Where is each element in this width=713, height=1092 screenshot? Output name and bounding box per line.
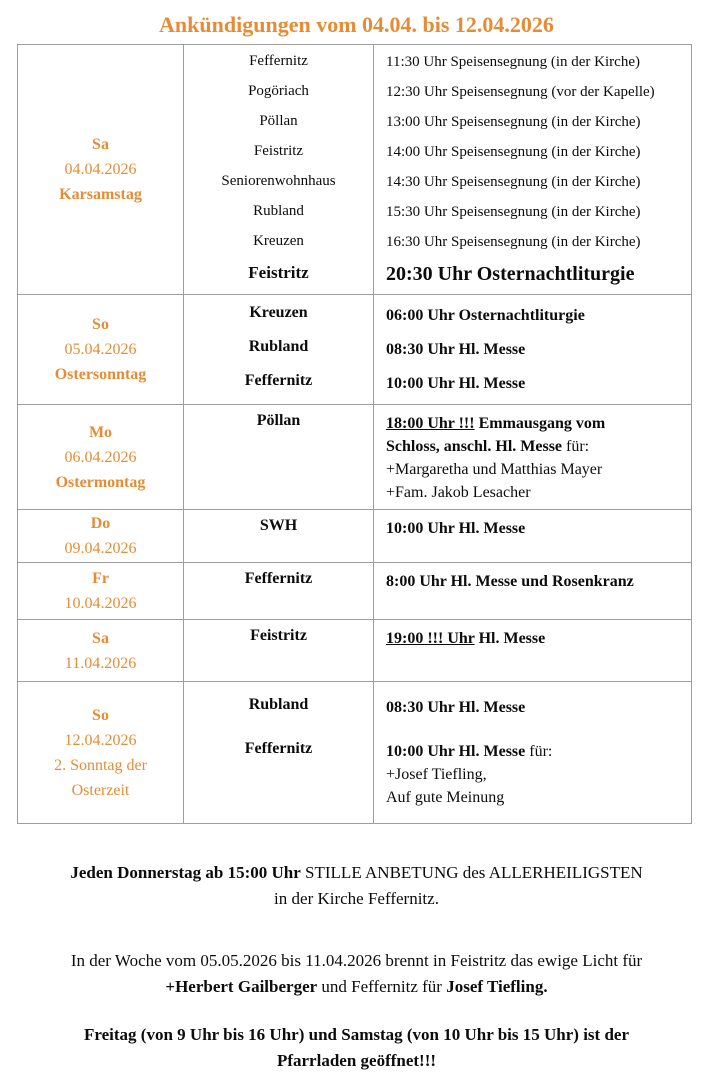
table-row [18, 404, 691, 509]
text-segment: für: [562, 438, 590, 455]
description-cell [373, 233, 691, 252]
location-cell [184, 83, 373, 100]
schedule-entry [184, 517, 691, 540]
text-segment: 10:00 Uhr Hl. Messe [386, 520, 526, 537]
text-segment: Karsamstag [59, 186, 142, 203]
description-line [386, 263, 687, 286]
row-entries [184, 563, 691, 619]
text-segment: 11.04.2026 [64, 654, 137, 672]
text-segment: 2. Sonntag der [54, 756, 147, 774]
text-segment: Feistritz [250, 627, 307, 644]
text-segment: 10:00 Uhr Hl. Messe [386, 743, 526, 761]
text-segment: Osterzeit [71, 781, 130, 799]
text-segment: Do [90, 515, 111, 532]
text-segment: +Fam. Jakob Lesacher [386, 484, 531, 501]
announcements-table [17, 44, 692, 824]
text-segment: Feistritz [248, 262, 309, 282]
date-line [54, 753, 147, 778]
location-cell [184, 627, 373, 645]
text-segment: Feffernitz [244, 570, 313, 587]
footer [0, 860, 713, 1074]
description-line [386, 233, 687, 252]
text-segment: Feffernitz [244, 372, 313, 390]
text-segment: für: [525, 743, 553, 761]
text-segment: Pfarrladen geöffnet!!! [276, 1051, 437, 1070]
description-line [386, 412, 687, 435]
text-segment: 06.04.2026 [64, 448, 137, 466]
description-cell [373, 517, 691, 540]
description-cell [373, 263, 691, 286]
date-cell [18, 405, 184, 509]
text-segment: Fr [92, 570, 109, 587]
date-line [65, 651, 136, 676]
text-segment: Hl. Messe [474, 630, 546, 647]
text-segment: Rubland [248, 695, 309, 713]
text-segment: Sa [92, 629, 109, 647]
description-line [386, 338, 687, 361]
date-line [56, 470, 146, 495]
text-line [8, 1022, 705, 1048]
text-segment: Josef Tiefling. [446, 977, 548, 996]
text-segment: Feffernitz [244, 740, 313, 758]
description-line [386, 696, 687, 719]
description-line [386, 113, 687, 132]
location-cell [184, 412, 373, 430]
description-cell [373, 627, 691, 650]
text-segment: 20:30 Uhr Osternachtliturgie [386, 262, 635, 285]
description-cell [373, 696, 691, 719]
description-cell [373, 113, 691, 132]
schedule-entry [184, 263, 691, 286]
text-line [8, 974, 705, 1000]
date-line [92, 132, 109, 157]
text-segment: So [92, 316, 109, 333]
date-cell [18, 295, 184, 404]
location-cell [184, 113, 373, 130]
text-segment: 18:00 Uhr !!! [386, 415, 475, 432]
date-line [65, 591, 137, 616]
table-row [18, 562, 691, 619]
row-entries [184, 510, 691, 562]
schedule-entry [184, 412, 691, 504]
text-segment: 10.04.2026 [64, 595, 137, 612]
text-segment: Emmausgang vom [474, 415, 606, 432]
location-cell [184, 263, 373, 283]
schedule-entry [184, 372, 691, 395]
text-segment: SWH [259, 517, 298, 534]
text-segment: 11:30 Uhr Speisensegnung (in der Kirche) [386, 54, 640, 71]
date-line [65, 337, 137, 362]
text-segment: So [92, 706, 109, 724]
schedule-entry [184, 740, 691, 809]
footer-paragraph-adoration [8, 860, 705, 912]
description-cell [373, 570, 691, 593]
date-line [92, 566, 109, 591]
text-segment: Feffernitz [249, 53, 308, 70]
description-line [386, 786, 687, 809]
schedule-entry [184, 233, 691, 252]
text-segment: Rubland [248, 337, 309, 355]
row-entries [184, 295, 691, 404]
location-cell [184, 173, 373, 190]
schedule-entry [184, 338, 691, 361]
text-segment: in der Kirche Feffernitz. [274, 889, 439, 908]
schedule-entry [184, 627, 691, 650]
text-segment: Ostersonntag [54, 366, 147, 383]
text-segment: 08:30 Uhr Hl. Messe [386, 340, 526, 358]
date-line [65, 728, 137, 753]
schedule-entry [184, 143, 691, 162]
text-segment: Seniorenwohnhaus [221, 172, 336, 189]
row-entries [184, 45, 691, 294]
text-line [8, 1048, 705, 1074]
description-cell [373, 203, 691, 222]
text-segment: 06:00 Uhr Osternachtliturgie [386, 306, 585, 324]
location-cell [184, 338, 373, 356]
date-line [65, 445, 137, 470]
location-cell [184, 304, 373, 322]
date-cell [18, 682, 184, 823]
date-line [72, 778, 130, 803]
location-cell [184, 233, 373, 250]
text-segment: 14:30 Uhr Speisensegnung (in der Kirche) [386, 173, 641, 190]
description-line [386, 83, 687, 102]
date-line [92, 626, 109, 651]
table-row [18, 619, 691, 681]
text-segment: Freitag (von 9 Uhr bis 16 Uhr) und Samstag (von 10 Uhr bis 15 Uhr) ist der [84, 1025, 629, 1044]
location-cell [184, 517, 373, 535]
text-segment: Rubland [253, 202, 304, 219]
text-segment: Feistritz [253, 143, 304, 160]
date-cell [18, 510, 184, 562]
description-line [386, 627, 687, 650]
schedule-entry [184, 304, 691, 327]
page-title: Ankündigungen vom 04.04. bis 12.04.2026 [159, 12, 554, 37]
text-segment: Kreuzen [249, 303, 308, 321]
schedule-entry [184, 83, 691, 102]
text-segment: 14:00 Uhr Speisensegnung (in der Kirche) [386, 144, 641, 161]
date-line [92, 703, 109, 728]
text-segment: 09.04.2026 [64, 540, 137, 557]
description-line [386, 173, 687, 192]
text-segment: Mo [88, 423, 113, 441]
description-cell [373, 740, 691, 809]
date-line [92, 312, 109, 337]
description-line [386, 517, 687, 540]
row-entries [184, 405, 691, 509]
text-segment: Auf gute Meinung [386, 789, 505, 807]
text-line [8, 948, 705, 974]
description-line [386, 143, 687, 162]
date-cell [18, 45, 184, 294]
schedule-entry [184, 53, 691, 72]
text-line [8, 886, 705, 912]
text-segment: und Feffernitz für [317, 977, 447, 996]
description-cell [373, 173, 691, 192]
text-segment: +Herbert Gailberger [165, 977, 318, 996]
schedule-entry [184, 173, 691, 192]
date-line [89, 420, 112, 445]
text-segment: 10:00 Uhr Hl. Messe [386, 375, 526, 393]
text-segment: 15:30 Uhr Speisensegnung (in der Kirche) [386, 203, 641, 220]
date-cell [18, 620, 184, 681]
date-line [65, 536, 137, 561]
description-cell [373, 143, 691, 162]
location-cell [184, 143, 373, 160]
date-line [55, 362, 147, 387]
text-segment: 8:00 Uhr Hl. Messe und Rosenkranz [386, 573, 634, 590]
table-row [18, 45, 691, 294]
row-entries [184, 682, 691, 823]
description-cell [373, 372, 691, 395]
footer-paragraph-eternal-light [8, 948, 705, 1000]
description-line [386, 458, 687, 481]
text-segment: Sa [92, 136, 109, 153]
description-line [386, 304, 687, 327]
footer-paragraph-parish-shop [8, 1022, 705, 1074]
schedule-entry [184, 696, 691, 719]
description-line [386, 53, 687, 72]
description-line [386, 740, 687, 763]
description-cell [373, 83, 691, 102]
description-line [386, 435, 687, 458]
location-cell [184, 203, 373, 220]
row-entries [184, 620, 691, 681]
date-line [59, 182, 142, 207]
description-line [386, 203, 687, 222]
text-segment: Jeden Donnerstag ab 15:00 Uhr [70, 863, 301, 882]
text-segment: Kreuzen [253, 232, 304, 249]
description-line [386, 763, 687, 786]
description-cell [373, 338, 691, 361]
text-segment: Schloss, anschl. Hl. Messe [386, 438, 563, 455]
text-segment: 12.04.2026 [64, 731, 137, 749]
text-line [8, 860, 705, 886]
schedule-entry [184, 113, 691, 132]
text-segment: STILLE ANBETUNG des ALLERHEILIGSTEN [300, 863, 643, 882]
text-segment: Pogöriach [248, 83, 309, 100]
text-segment: 13:00 Uhr Speisensegnung (in der Kirche) [386, 114, 641, 131]
text-segment: 16:30 Uhr Speisensegnung (in der Kirche) [386, 233, 641, 250]
location-cell [184, 696, 373, 714]
text-segment: 08:30 Uhr Hl. Messe [386, 698, 526, 716]
date-cell [18, 563, 184, 619]
schedule-entry [184, 203, 691, 222]
table-row [18, 681, 691, 823]
date-line [91, 511, 111, 536]
location-cell [184, 570, 373, 588]
location-cell [184, 53, 373, 70]
table-row [18, 509, 691, 562]
text-segment: 04.04.2026 [64, 161, 137, 178]
text-segment: +Josef Tiefling, [386, 766, 487, 784]
table-row [18, 294, 691, 404]
location-cell [184, 740, 373, 758]
description-line [386, 481, 687, 504]
schedule-entry [184, 570, 691, 593]
text-segment: 12:30 Uhr Speisensegnung (vor der Kapelle) [386, 84, 655, 101]
text-segment: 05.04.2026 [64, 341, 137, 358]
date-line [65, 157, 137, 182]
description-line [386, 372, 687, 395]
text-segment: Ostermontag [55, 473, 146, 491]
description-line [386, 570, 687, 593]
description-cell [373, 412, 691, 504]
text-segment: In der Woche vom 05.05.2026 bis 11.04.2026 brennt in Feistritz das ewige Licht für [70, 951, 643, 970]
text-segment: Pöllan [259, 113, 298, 130]
text-segment: Pöllan [256, 412, 301, 429]
text-segment: 19:00 !!! Uhr [386, 630, 475, 647]
location-cell [184, 372, 373, 390]
description-cell [373, 304, 691, 327]
description-cell [373, 53, 691, 72]
text-segment: +Margaretha und Matthias Mayer [386, 461, 603, 478]
